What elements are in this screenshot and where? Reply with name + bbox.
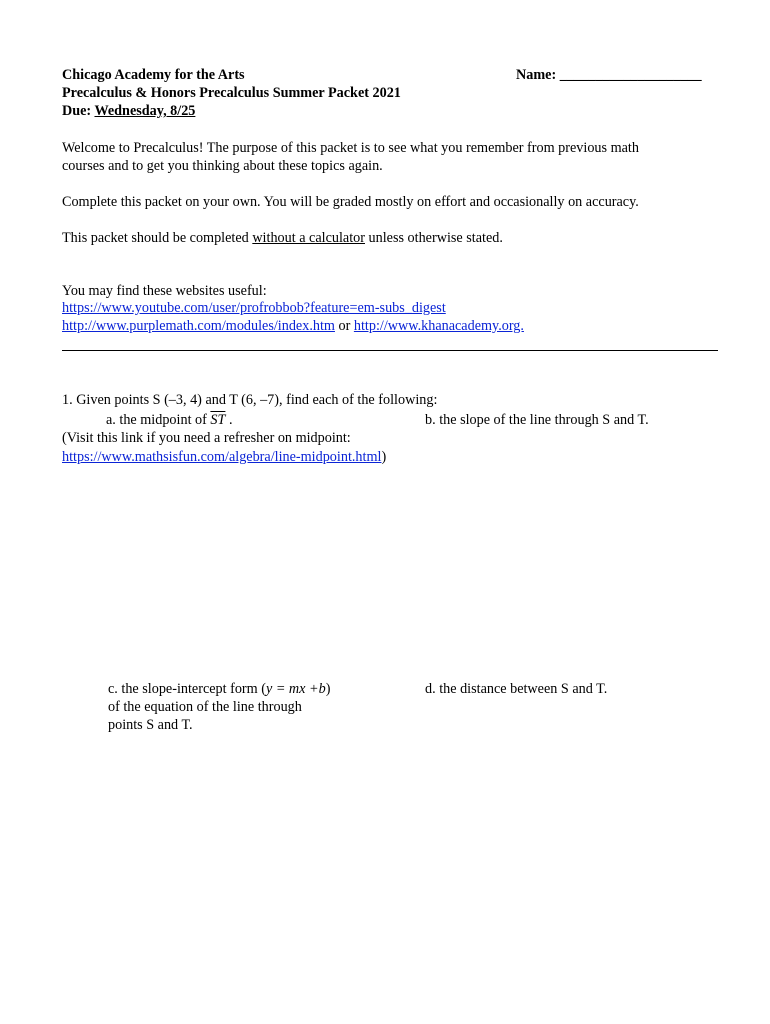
due-label: Due: xyxy=(62,103,92,119)
or-text: or xyxy=(334,318,354,334)
question-1b: b. the slope of the line through S and T. xyxy=(425,412,649,428)
refresher-close: ) xyxy=(381,449,387,465)
slope-intercept-formula: y = mx +b xyxy=(265,681,326,697)
segment-st: $\overline{ST}$ xyxy=(210,412,226,428)
school-name: Chicago Academy for the Arts xyxy=(62,67,245,83)
calc-text-underlined: without a calculator xyxy=(252,230,365,246)
section-divider xyxy=(62,350,718,351)
khanacademy-link[interactable]: http://www.khanacademy.org. xyxy=(353,318,524,334)
welcome-line-1: Welcome to Precalculus! The purpose of this packet is to see what you remember from previous math xyxy=(62,140,639,156)
midpoint-refresher-link-line xyxy=(62,448,386,466)
resource-line-1 xyxy=(62,299,446,317)
due-line xyxy=(62,102,195,120)
name-label: Name: xyxy=(516,67,557,83)
question-1c-line-2: of the equation of the line through xyxy=(108,699,302,715)
instructions-complete: Complete this packet on your own. You will be graded mostly on effort and occasionally on accuracy. xyxy=(62,194,639,210)
name-field[interactable] xyxy=(516,66,702,84)
course-title: Precalculus & Honors Precalculus Summer Packet 2021 xyxy=(62,85,401,101)
question-1a-end: . xyxy=(225,412,233,428)
mathsisfun-link[interactable]: https://www.mathsisfun.com/algebra/line-midpoint.html xyxy=(62,449,382,465)
instructions-calculator xyxy=(62,229,503,247)
question-1c-line-3: points S and T. xyxy=(108,717,193,733)
question-1d: d. the distance between S and T. xyxy=(425,681,608,697)
purplemath-link[interactable]: http://www.purplemath.com/modules/index.htm xyxy=(62,318,335,334)
youtube-link[interactable]: https://www.youtube.com/user/profrobbob?feature=em-subs_digest xyxy=(62,300,446,316)
question-1c-line-1 xyxy=(108,680,330,698)
question-1c-post: ) xyxy=(325,681,331,697)
question-1a-label: a. the midpoint of xyxy=(106,412,211,428)
question-1c-pre: c. the slope-intercept form ( xyxy=(108,681,266,697)
welcome-line-2: courses and to get you thinking about these topics again. xyxy=(62,158,383,174)
due-date: Wednesday, 8/25 xyxy=(94,103,196,119)
calc-text-after: unless otherwise stated. xyxy=(364,230,503,246)
calc-text-before: This packet should be completed xyxy=(62,230,253,246)
question-1a xyxy=(106,411,233,429)
resources-lead: You may find these websites useful: xyxy=(62,283,267,299)
name-blank: ____________________ xyxy=(559,67,702,83)
question-1-prompt: 1. Given points S (–3, 4) and T (6, –7), find each of the following: xyxy=(62,392,438,408)
resource-line-2 xyxy=(62,317,524,335)
midpoint-refresher: (Visit this link if you need a refresher on midpoint: xyxy=(62,430,351,446)
